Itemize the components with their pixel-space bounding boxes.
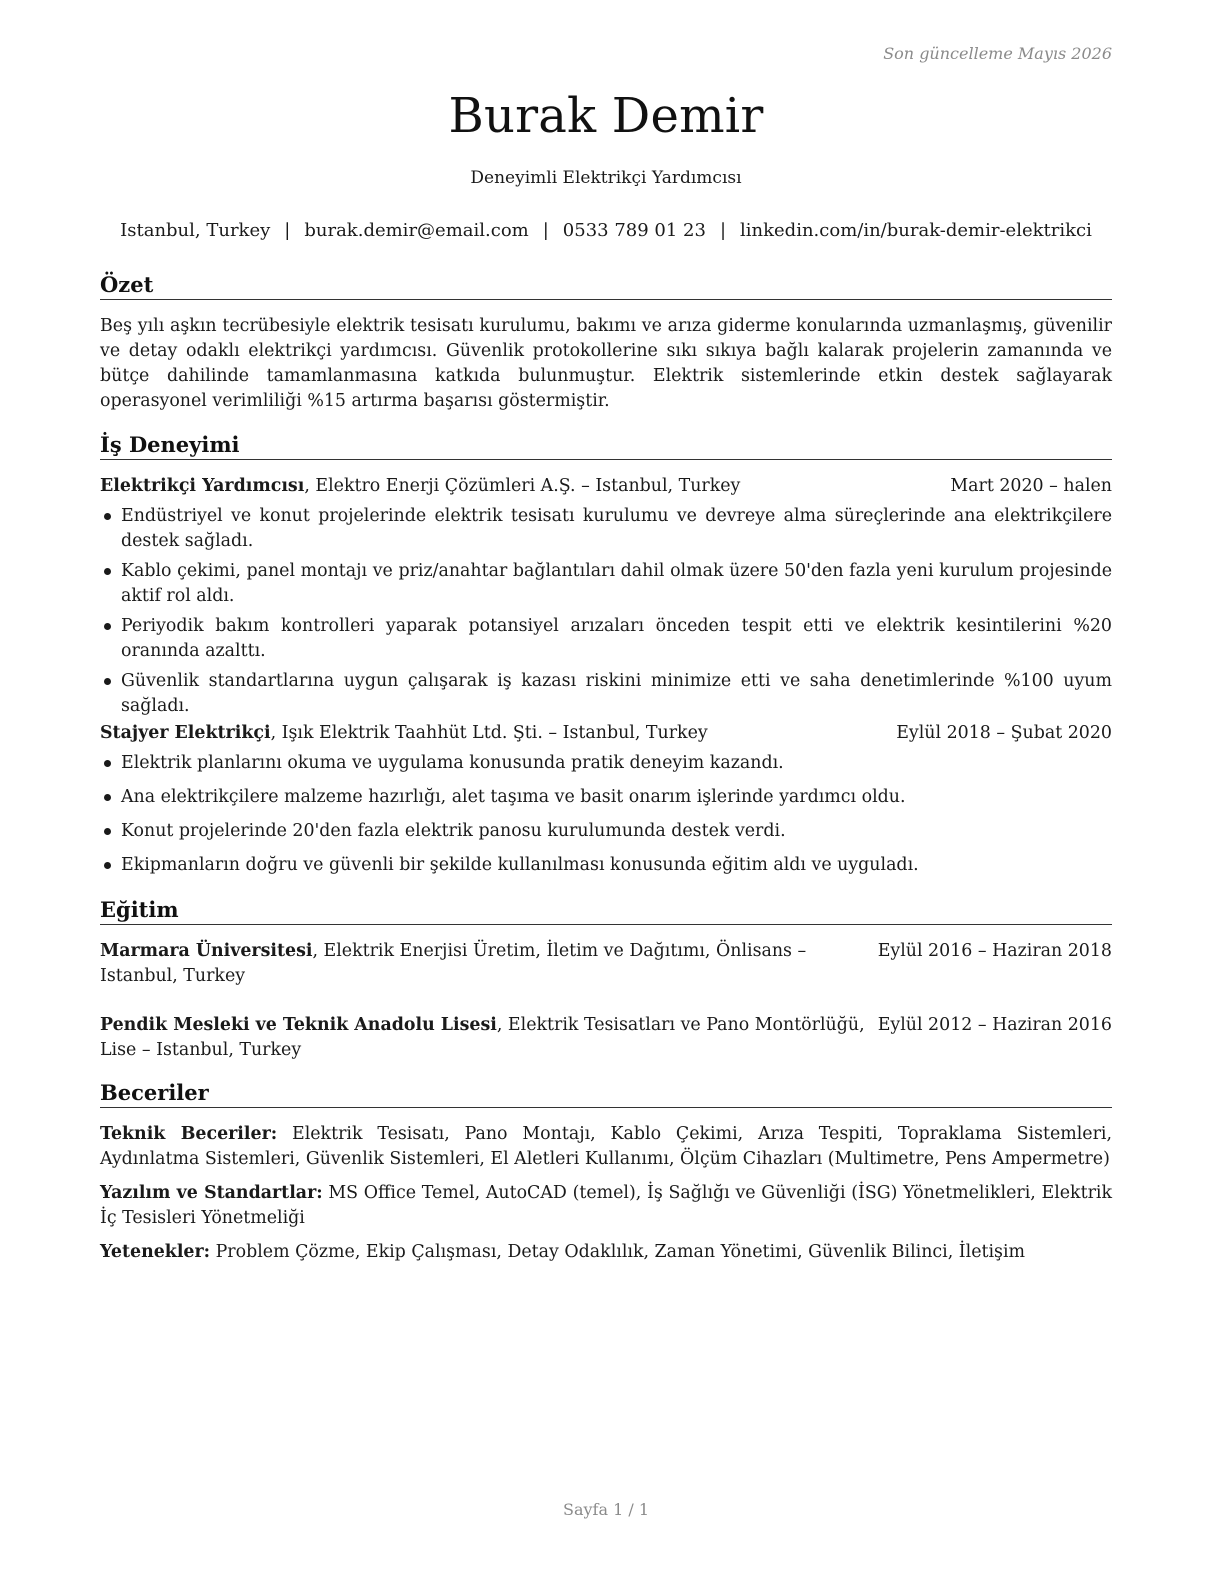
candidate-title: Deneyimli Elektrikçi Yardımcısı <box>470 168 742 188</box>
job-bullet: Elektrik planlarını okuma ve uygulama konusunda pratik deneyim kazandı. <box>100 751 1112 776</box>
education-detail: , Elektrik Tesisatları ve Pano Montörlüğü, Lise – Istanbul, Turkey <box>100 1015 865 1060</box>
skills-item <box>100 1240 1112 1265</box>
contact-location: Istanbul, Turkey <box>120 220 271 241</box>
skills-text: MS Office Temel, AutoCAD (temel), İş Sağlığı ve Güvenliği (İSG) Yönetmelikleri, Elektrik İç Tesisleri Yönetmeliği <box>100 1183 1112 1228</box>
job-date: Mart 2020 – halen <box>950 476 1112 496</box>
job-bullet: Ekipmanların doğru ve güvenli bir şekilde kullanılması konusunda eğitim aldı ve uyguladı. <box>100 853 1112 878</box>
contact-phone[interactable]: 0533 789 01 23 <box>562 220 706 241</box>
job-header <box>100 474 1112 499</box>
summary-text: Beş yılı aşkın tecrübesiyle elektrik tesisatı kurulumu, bakımı ve arıza giderme konularında uzmanlaşmış, güvenilir ve detay odaklı elektrikçi yardımcısı. Güvenlik protokollerine sıkı sıkıya bağlı kalarak projelerin zamanında ve bütçe dahilinde tamamlanmasına katkıda bulunmuştur. Elektrik sistemlerinde etkin destek sağlayarak operasyonel verimliliği %15 artırma başarısı göstermiştir. <box>100 316 1112 411</box>
job-company: , Işık Elektrik Taahhüt Ltd. Şti. – Istanbul, Turkey <box>270 723 708 743</box>
job-bullet: Güvenlik standartlarına uygun çalışarak iş kazası riskini minimize etti ve saha denetimlerinde %100 uyum sağladı. <box>100 669 1112 719</box>
job-bullet: Konut projelerinde 20'den fazla elektrik panosu kurulumunda destek verdi. <box>100 819 1112 844</box>
skills-label: Yazılım ve Standartlar: <box>100 1183 323 1203</box>
skills-label: Teknik Beceriler: <box>100 1124 278 1144</box>
education-date: Eylül 2016 – Haziran 2018 <box>876 939 1112 964</box>
job-bullets <box>100 751 1112 878</box>
skills-item <box>100 1122 1112 1172</box>
section-heading-education: Eğitim <box>100 897 1112 925</box>
job-bullet: Ana elektrikçilere malzeme hazırlığı, alet taşıma ve basit onarım işlerinde yardımcı oldu. <box>100 785 1112 810</box>
education-school: Marmara Üniversitesi <box>100 941 313 961</box>
job-date: Eylül 2018 – Şubat 2020 <box>896 723 1112 743</box>
contact-line <box>60 220 1152 241</box>
education-school: Pendik Mesleki ve Teknik Anadolu Lisesi <box>100 1015 497 1035</box>
job-role: Stajyer Elektrikçi <box>100 723 271 743</box>
job-role: Elektrikçi Yardımcısı <box>100 476 305 496</box>
page-number: Sayfa 1 / 1 <box>562 1500 649 1519</box>
contact-separator: | <box>542 220 549 241</box>
contact-linkedin[interactable]: linkedin.com/in/burak-demir-elektrikci <box>740 220 1092 241</box>
contact-separator: | <box>284 220 291 241</box>
resume-page <box>100 0 1112 1584</box>
section-heading-skills: Beceriler <box>100 1080 1112 1108</box>
skills-text: Problem Çözme, Ekip Çalışması, Detay Odaklılık, Zaman Yönetimi, Güvenlik Bilinci, İletişim <box>210 1242 1026 1262</box>
education-item <box>100 1013 1112 1063</box>
education-detail: , Elektrik Enerjisi Üretim, İletim ve Dağıtımı, Önlisans – Istanbul, Turkey <box>100 941 807 986</box>
last-updated: Son güncelleme Mayıs 2026 <box>883 44 1112 63</box>
section-heading-summary: Özet <box>100 272 1112 300</box>
skills-text: Elektrik Tesisatı, Pano Montajı, Kablo Çekimi, Arıza Tespiti, Topraklama Sistemleri, Aydınlatma Sistemleri, Güvenlik Sistemleri, El Aletleri Kullanımı, Ölçüm Cihazları (Multimetre, Pens Ampermetre) <box>100 1124 1113 1169</box>
section-heading-experience: İş Deneyimi <box>100 432 1112 460</box>
contact-separator: | <box>719 220 727 241</box>
contact-email[interactable]: burak.demir@email.com <box>304 220 529 241</box>
job-bullet: Endüstriyel ve konut projelerinde elektrik tesisatı kurulumu ve devreye alma süreçlerinde ana elektrikçilere destek sağladı. <box>100 504 1112 554</box>
job-company: , Elektro Enerji Çözümleri A.Ş. – Istanbul, Turkey <box>304 476 741 496</box>
job-bullets <box>100 504 1112 719</box>
skills-item <box>100 1181 1112 1231</box>
skills-label: Yetenekler: <box>100 1242 211 1262</box>
job-bullet: Periyodik bakım kontrolleri yaparak potansiyel arızaları önceden tespit etti ve elektrik kesintilerini %20 oranında azalttı. <box>100 614 1112 664</box>
job-bullet: Kablo çekimi, panel montajı ve priz/anahtar bağlantıları dahil olmak üzere 50'den fazla yeni kurulum projesinde aktif rol aldı. <box>100 559 1112 609</box>
education-item <box>100 939 1112 989</box>
job-header <box>100 721 1112 746</box>
candidate-name: Burak Demir <box>448 88 764 144</box>
education-date: Eylül 2012 – Haziran 2016 <box>876 1013 1112 1038</box>
